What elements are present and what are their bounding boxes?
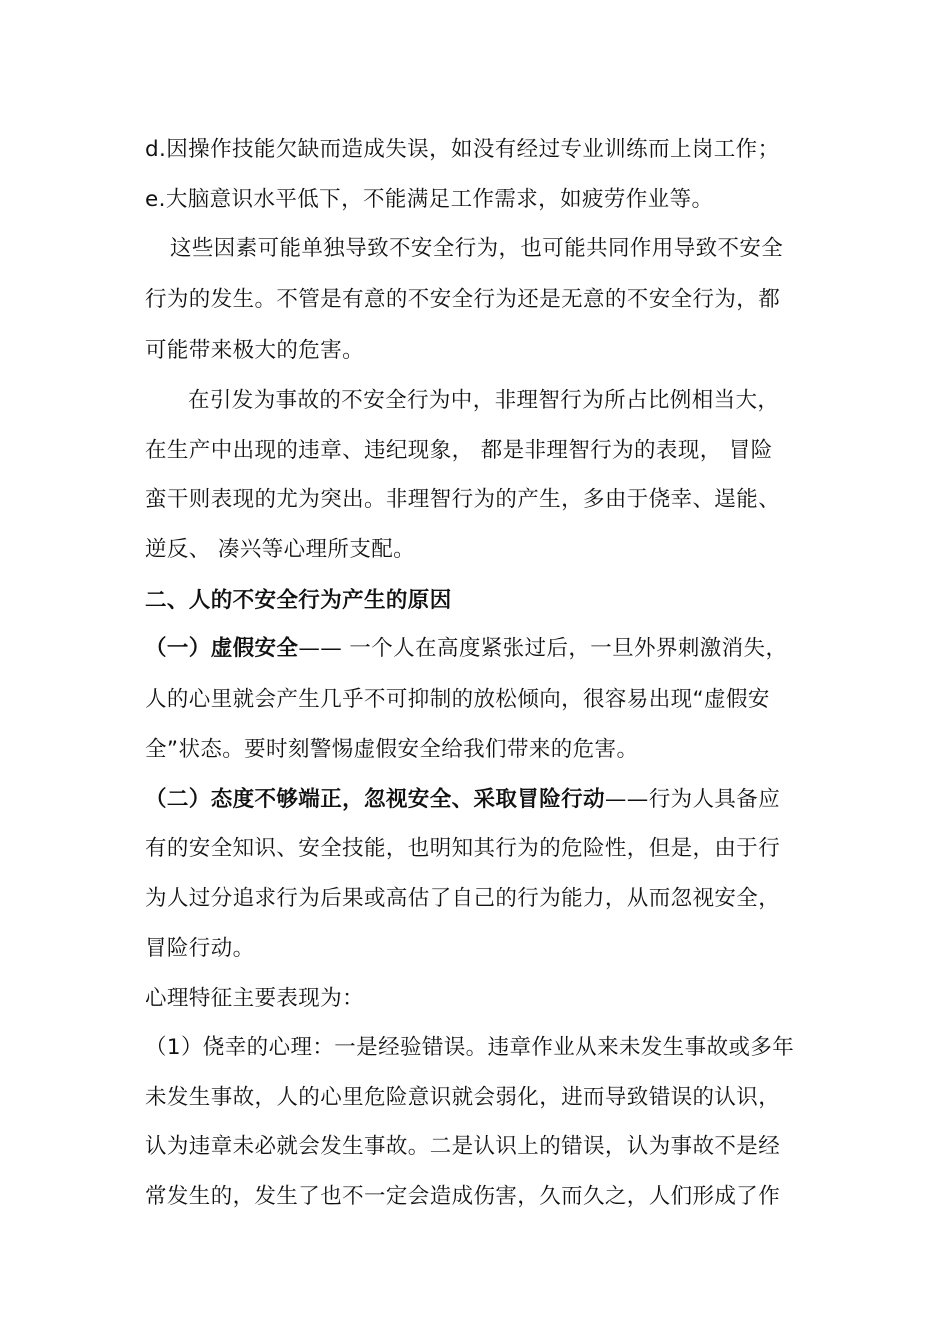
paragraph-line: 在生产中出现的违章、违纪现象， 都是非理智行为的表现， 冒险	[145, 438, 773, 463]
paragraph-line: 认为违章未必就会发生事故。二是认识上的错误，认为事故不是经	[145, 1134, 781, 1159]
subsection-line: （二）态度不够端正，忽视安全、采取冒险行动——行为人具备应	[145, 787, 781, 812]
paragraph-line: 行为的发生。不管是有意的不安全行为还是无意的不安全行为，都	[145, 287, 781, 312]
list-item-d: d.因操作技能欠缺而造成失误，如没有经过专业训练而上岗工作；	[145, 137, 780, 162]
paragraph-line: 全”状态。要时刻警惕虚假安全给我们带来的危害。	[145, 737, 639, 762]
list-item-e: e.大脑意识水平低下，不能满足工作需求，如疲劳作业等。	[145, 187, 714, 212]
paragraph-line: 心理特征主要表现为：	[145, 986, 365, 1011]
paragraph-line: 冒险行动。	[145, 936, 255, 961]
subsection-line: （一）虚假安全—— 一个人在高度紧张过后，一旦外界刺激消失，	[145, 636, 788, 661]
section-heading: 二、人的不安全行为产生的原因	[145, 588, 452, 613]
paragraph-line: 蛮干则表现的尤为突出。非理智行为的产生，多由于侥幸、逞能、	[145, 487, 781, 512]
paragraph-line: 人的心里就会产生几乎不可抑制的放松倾向，很容易出现“虚假安	[145, 687, 770, 712]
paragraph-line: 这些因素可能单独导致不安全行为，也可能共同作用导致不安全	[170, 236, 784, 261]
paragraph-line: 未发生事故，人的心里危险意识就会弱化，进而导致错误的认识，	[145, 1085, 781, 1110]
paragraph-line: 为人过分追求行为后果或高估了自己的行为能力，从而忽视安全，	[145, 886, 781, 911]
subsection-title: （二）态度不够端正，忽视安全、采取冒险行动	[145, 787, 605, 812]
paragraph-line: 逆反、 凑兴等心理所支配。	[145, 537, 416, 562]
paragraph-line: （1）侥幸的心理：一是经验错误。违章作业从来未发生事故或多年	[145, 1035, 795, 1060]
paragraph-line: 可能带来极大的危害。	[145, 338, 365, 363]
subsection-title: （一）虚假安全	[145, 636, 299, 661]
paragraph-line: 有的安全知识、安全技能，也明知其行为的危险性，但是，由于行	[145, 836, 781, 861]
paragraph-line: 在引发为事故的不安全行为中，非理智行为所占比例相当大，	[188, 388, 780, 413]
paragraph-line: 常发生的，发生了也不一定会造成伤害，久而久之，人们形成了作	[145, 1184, 781, 1209]
